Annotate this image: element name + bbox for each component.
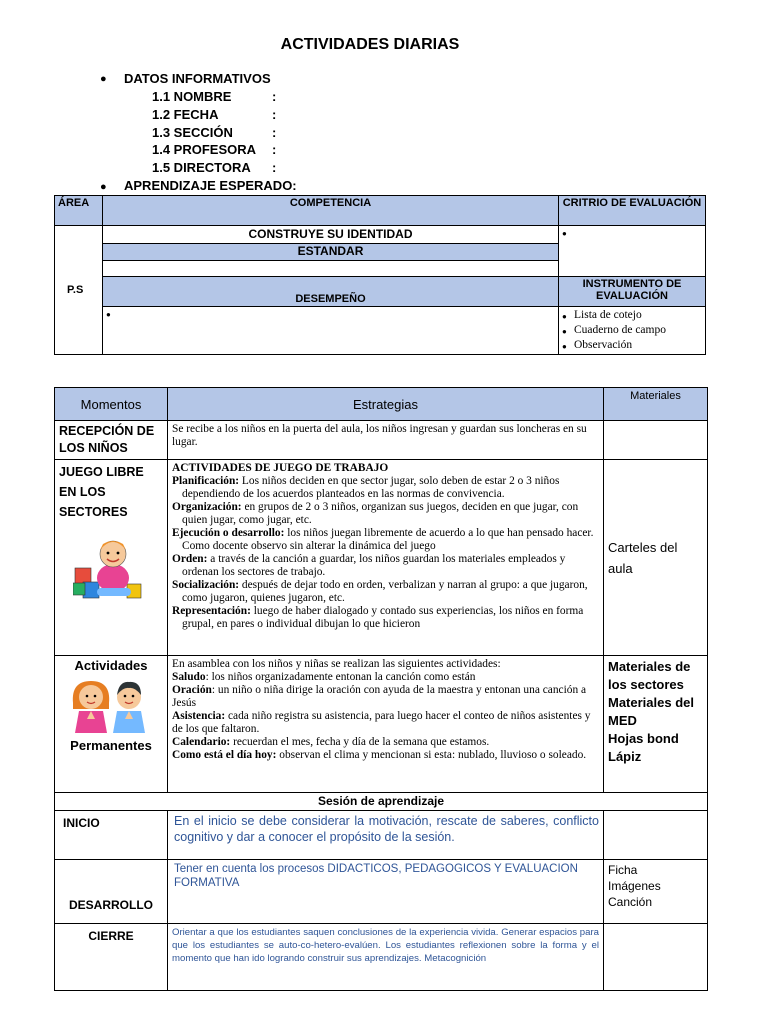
competencias-table bbox=[54, 195, 706, 355]
aprendizaje-heading: APRENDIZAJE ESPERADO: bbox=[124, 178, 297, 193]
competencia-value: CONSTRUYE SU IDENTIDAD bbox=[103, 226, 558, 244]
desempeno-bullet-icon: ● bbox=[106, 310, 111, 319]
item-term: Como está el día hoy: bbox=[172, 749, 277, 761]
recepcion-material bbox=[604, 421, 708, 460]
list-item bbox=[172, 684, 599, 710]
item-term: Planificación: bbox=[172, 475, 240, 487]
instrumento-list bbox=[562, 308, 702, 353]
item-text: observan el clima y mencionan si esta: nublado, lluvioso o soleado. bbox=[276, 749, 587, 761]
field-fecha: 1.2 FECHA bbox=[152, 107, 219, 122]
material-item: Canción bbox=[608, 895, 653, 909]
material-item: Imágenes bbox=[608, 879, 661, 893]
recepcion-label: RECEPCIÓN DE LOS NIÑOS bbox=[55, 421, 168, 460]
instrumento-header: INSTRUMENTO DE EVALUACIÓN bbox=[559, 277, 706, 307]
list-item: ● Cuaderno de campo bbox=[562, 323, 702, 338]
permanentes-cell bbox=[55, 656, 168, 793]
field-seccion: 1.3 SECCIÓN bbox=[152, 125, 233, 140]
field-colon: : bbox=[272, 160, 277, 175]
item-text: : un niño o niña dirige la oración con ayuda de la maestra y entonan una canción a Jesús bbox=[172, 684, 587, 709]
material-item: Materiales de los sectores bbox=[608, 659, 691, 692]
inicio-text: En el inicio se debe considerar la motivación, rescate de saberes, conflicto cognitivo y dar a conocer el propósito de la sesión. bbox=[168, 811, 604, 860]
desarrollo-label: DESARROLLO bbox=[55, 860, 168, 924]
juego-cell bbox=[55, 460, 168, 656]
juego-material: Carteles del aula bbox=[604, 460, 708, 656]
field-colon: : bbox=[272, 89, 277, 104]
desempeno-cell bbox=[103, 307, 559, 355]
momentos-header: Momentos bbox=[55, 388, 168, 421]
sesion-header: Sesión de aprendizaje bbox=[55, 793, 708, 811]
permanentes-label-top: Actividades bbox=[74, 658, 148, 673]
juego-text bbox=[168, 460, 604, 656]
children-praying-icon bbox=[67, 675, 157, 735]
estrategias-header: Estrategias bbox=[168, 388, 604, 421]
datos-heading: DATOS INFORMATIVOS bbox=[124, 71, 271, 86]
material-item: Ficha bbox=[608, 863, 638, 877]
criterio-header: CRITRIO DE EVALUACIÓN bbox=[559, 196, 706, 226]
momentos-table bbox=[54, 387, 708, 991]
materiales-header: Materiales bbox=[604, 388, 708, 421]
desarrollo-materials bbox=[604, 860, 708, 924]
field-colon: : bbox=[272, 125, 277, 140]
item-term: Organización: bbox=[172, 501, 242, 513]
field-directora: 1.5 DIRECTORA bbox=[152, 160, 251, 175]
list-item bbox=[172, 475, 599, 501]
field-colon: : bbox=[272, 107, 277, 122]
item-term: Orden: bbox=[172, 553, 208, 565]
list-item bbox=[172, 527, 599, 553]
desarrollo-text: Tener en cuenta los procesos DIDACTICOS, PEDAGOGICOS Y EVALUACION FORMATIVA bbox=[168, 860, 604, 924]
estandar-label: ESTANDAR bbox=[103, 244, 558, 261]
item-term: Representación: bbox=[172, 605, 251, 617]
list-item bbox=[172, 749, 599, 762]
page-title: ACTIVIDADES DIARIAS bbox=[280, 36, 460, 53]
item-text: Los niños deciden en que sector jugar, solo deben de estar 2 o 3 niños dependiendo de los acuerdos planteados en las normas de convivencia. bbox=[182, 475, 560, 500]
list-item bbox=[172, 553, 599, 579]
bullet-icon: ● bbox=[100, 181, 107, 193]
list-item: ● Observación bbox=[562, 338, 702, 353]
juego-title: ACTIVIDADES DE JUEGO DE TRABAJO bbox=[172, 462, 389, 474]
item-text: : los niños organizadamente entonan la canción como están bbox=[205, 671, 476, 683]
field-profesora: 1.4 PROFESORA bbox=[152, 142, 257, 157]
area-header: ÁREA bbox=[55, 196, 103, 226]
list-item bbox=[172, 710, 599, 736]
juego-label: JUEGO LIBRE EN LOS SECTORES bbox=[59, 465, 144, 519]
desempeno-header: DESEMPEÑO bbox=[103, 277, 559, 307]
inicio-material bbox=[604, 811, 708, 860]
list-item bbox=[172, 736, 599, 749]
permanentes-intro: En asamblea con los niños y niñas se realizan las siguientes actividades: bbox=[172, 658, 501, 670]
material-item: Lápiz bbox=[608, 749, 642, 764]
list-item bbox=[172, 501, 599, 527]
cierre-text: Orientar a que los estudiantes saquen conclusiones de la experiencia vivida. Generar espacios para que los estudiantes se auto-co-hetero-evalúen. Los estudiantes reflexionen sobre la forma y el momento que han ido logrando construir sus aprendizajes. Metacognición bbox=[168, 924, 604, 991]
material-item: Materiales del MED bbox=[608, 695, 694, 728]
competencia-header: COMPETENCIA bbox=[103, 196, 559, 226]
item-term: Asistencia: bbox=[172, 710, 226, 722]
item-text: cada niño registra su asistencia, para luego hacer el conteo de niños asistentes y de los que faltaron. bbox=[172, 710, 591, 735]
child-blocks-icon bbox=[73, 532, 145, 600]
inicio-label: INICIO bbox=[55, 811, 168, 860]
field-nombre: 1.1 NOMBRE bbox=[152, 89, 232, 104]
item-term: Socialización: bbox=[172, 579, 240, 591]
item-text: recuerdan el mes, fecha y día de la semana que estamos. bbox=[230, 736, 490, 748]
list-item bbox=[172, 605, 599, 631]
criterio-cell bbox=[559, 226, 706, 277]
item-text: a través de la canción a guardar, los niños guardan los materiales empleados y ordenan los sectores de trabajo. bbox=[182, 553, 566, 578]
item-text: los niños juegan libremente de acuerdo a lo que han pensado hacer. Como docente observo sin alterar la dinámica del juego bbox=[182, 527, 594, 552]
field-colon: : bbox=[272, 142, 277, 157]
item-term: Saludo bbox=[172, 671, 206, 683]
cierre-label: CIERRE bbox=[55, 924, 168, 991]
item-text: después de dejar todo en orden, verbalizan y narran al grupo: a que jugaron, como jugaron, quienes jugaron, etc. bbox=[182, 579, 588, 604]
list-item bbox=[172, 671, 599, 684]
item-term: Ejecución o desarrollo: bbox=[172, 527, 285, 539]
bullet-icon: ● bbox=[100, 73, 107, 85]
competencia-cell bbox=[103, 226, 559, 277]
permanentes-label-bottom: Permanentes bbox=[70, 738, 152, 753]
item-term: Oración bbox=[172, 684, 212, 696]
item-text: en grupos de 2 o 3 niños, organizan sus juegos, deciden en que jugar, con quien jugar, como jugar, etc. bbox=[182, 501, 579, 526]
cierre-material bbox=[604, 924, 708, 991]
list-item bbox=[172, 579, 599, 605]
permanentes-materials bbox=[604, 656, 708, 793]
instrumento-cell bbox=[559, 307, 706, 355]
item-term: Calendario: bbox=[172, 736, 231, 748]
area-value: P.S bbox=[55, 226, 103, 355]
recepcion-text: Se recibe a los niños en la puerta del aula, los niños ingresan y guardan sus loncheras en su lugar. bbox=[168, 421, 604, 460]
permanentes-text bbox=[168, 656, 604, 793]
estandar-blank bbox=[103, 261, 558, 275]
material-item: Hojas bond bbox=[608, 731, 679, 746]
criterio-bullet-icon: ● bbox=[562, 229, 567, 238]
list-item: ● Lista de cotejo bbox=[562, 308, 702, 323]
item-text: luego de haber dialogado y contado sus experiencias, los niños en forma grupal, en pares o individual dibujan lo que hicieron bbox=[182, 605, 584, 630]
